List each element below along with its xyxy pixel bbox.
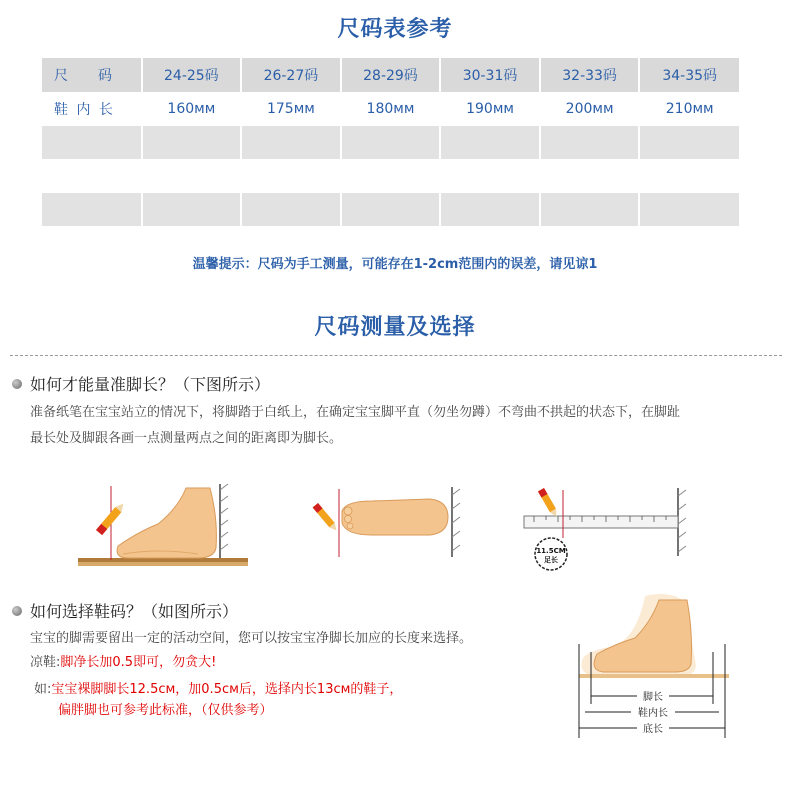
ruler-illustration	[520, 486, 690, 574]
example-line2: 偏胖脚也可参考此标准，（仅供参考）	[58, 703, 273, 718]
section1-line1: 准备纸笔在宝宝站立的情况下，将脚踏于白纸上，在确定宝宝脚平直（勿坐勿蹲）不弯曲不拱起的状态下，在脚趾	[30, 405, 681, 420]
size-table	[42, 58, 739, 226]
ruler-badge-label: 足长	[544, 556, 558, 564]
insole-length-row	[42, 92, 739, 126]
size-header-label-b: 码	[98, 68, 114, 84]
size-cell: 24-25码	[142, 58, 242, 92]
length-cell: 160мм	[142, 92, 242, 126]
sandal-label: 凉鞋:	[30, 655, 61, 670]
sandal-advice	[30, 650, 216, 676]
length-cell: 210мм	[639, 92, 739, 126]
ruler-badge-value: 11.5CM	[536, 547, 566, 555]
size-cell: 28-29码	[341, 58, 441, 92]
size-header-label	[42, 58, 142, 92]
size-cell: 32-33码	[540, 58, 640, 92]
size-chart-title: 尺码表参考	[337, 17, 453, 42]
empty-row	[42, 159, 739, 193]
example-text: 宝宝裸脚脚长12.5см，加0.5см后，选择内长13см的鞋子，	[51, 682, 403, 697]
bullet-icon	[12, 606, 22, 616]
size-table-header-row	[42, 58, 739, 92]
divider	[10, 355, 782, 356]
section1-title: 如何才能量准脚长？（下图所示）	[30, 375, 271, 394]
foot-top-illustration	[312, 487, 462, 557]
size-cell: 30-31码	[440, 58, 540, 92]
insole-length-label: 鞋 内 长	[42, 92, 142, 126]
tip-text: 温馨提示：尺码为手工测量，可能存在1-2cm范围内的误差，请见谅1	[192, 257, 598, 272]
foot-side-illustration	[78, 478, 248, 568]
foot-length-label: 脚长	[643, 692, 663, 703]
empty-row	[42, 193, 739, 226]
length-cell: 190мм	[440, 92, 540, 126]
example-label: 如:	[34, 682, 52, 697]
length-cell: 200мм	[540, 92, 640, 126]
length-cell: 175мм	[241, 92, 341, 126]
section2-title: 如何选择鞋码？（如图所示）	[30, 602, 239, 621]
bullet-icon	[12, 379, 22, 389]
size-cell: 26-27码	[241, 58, 341, 92]
measure-title: 尺码测量及选择	[314, 315, 476, 340]
insole-length-label: 鞋内长	[638, 708, 668, 719]
shoe-size-diagram	[575, 592, 735, 742]
size-header-label-a: 尺	[54, 68, 70, 84]
empty-row	[42, 126, 739, 159]
sandal-text: 脚净长加0.5即可，勿贪大!	[60, 655, 217, 670]
length-cell: 180мм	[341, 92, 441, 126]
sole-length-label: 底长	[643, 724, 663, 735]
section1-line2: 最长处及脚跟各画一点测量两点之间的距离即为脚长。	[30, 431, 343, 446]
size-cell: 34-35码	[639, 58, 739, 92]
section2-line1: 宝宝的脚需要留出一定的活动空间，您可以按宝宝净脚长加应的长度来选择。	[30, 631, 473, 646]
